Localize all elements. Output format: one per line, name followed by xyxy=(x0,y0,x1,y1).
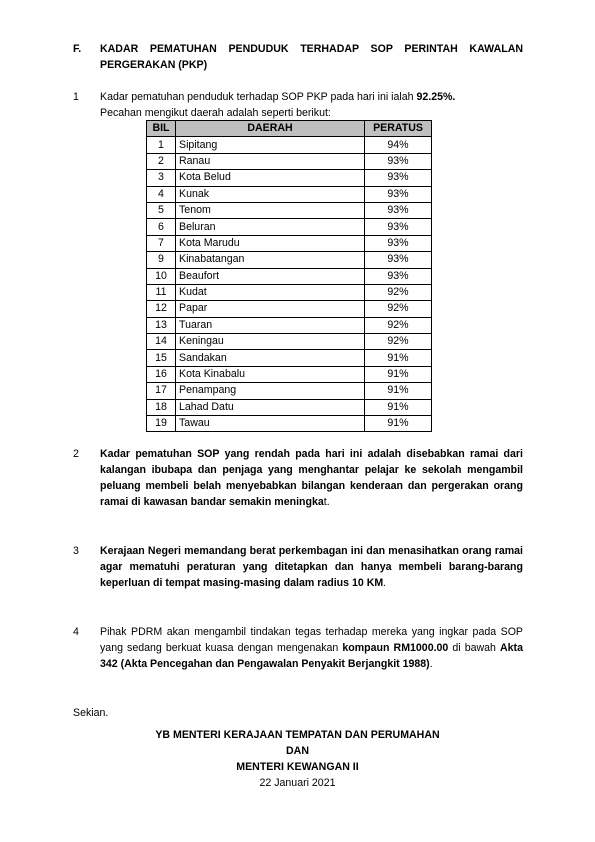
row-bil: 12 xyxy=(147,301,176,317)
paragraph-text: di bawah xyxy=(448,642,501,654)
signature-title-line-2: DAN xyxy=(286,745,309,757)
row-bil: 13 xyxy=(147,317,176,333)
row-bil: 4 xyxy=(147,186,176,202)
row-daerah: Kota Belud xyxy=(176,170,365,186)
table-row xyxy=(147,235,432,251)
row-peratus: 92% xyxy=(365,301,432,317)
signature-title-line-3: MENTERI KEWANGAN II xyxy=(236,761,359,773)
paragraph-number: 2 xyxy=(73,448,79,460)
paragraph-body xyxy=(100,543,523,591)
row-daerah: Kudat xyxy=(176,284,365,300)
row-daerah: Beaufort xyxy=(176,268,365,284)
row-daerah: Sandakan xyxy=(176,350,365,366)
row-daerah: Beluran xyxy=(176,219,365,235)
signature-title-line-1: YB MENTERI KERAJAAN TEMPATAN DAN PERUMAHAN xyxy=(155,729,440,741)
paragraph-body xyxy=(100,446,523,510)
row-peratus: 93% xyxy=(365,219,432,235)
row-daerah: Papar xyxy=(176,301,365,317)
row-peratus: 93% xyxy=(365,252,432,268)
paragraph-text: . xyxy=(383,577,387,589)
paragraph-number: 1 xyxy=(73,91,79,103)
row-daerah: Tenom xyxy=(176,202,365,218)
table-row xyxy=(147,284,432,300)
table-row xyxy=(147,366,432,382)
row-daerah: Tuaran xyxy=(176,317,365,333)
table-row xyxy=(147,137,432,153)
table-row xyxy=(147,202,432,218)
row-daerah: Kota Kinabalu xyxy=(176,366,365,382)
table-row xyxy=(147,170,432,186)
row-daerah: Kunak xyxy=(176,186,365,202)
row-peratus: 91% xyxy=(365,383,432,399)
closing-text: Sekian. xyxy=(73,707,109,719)
table-row xyxy=(147,334,432,350)
row-peratus: 92% xyxy=(365,317,432,333)
row-peratus: 91% xyxy=(365,399,432,415)
row-bil: 18 xyxy=(147,399,176,415)
paragraph-body xyxy=(100,89,523,121)
paragraph-text: Pecahan mengikut daerah adalah seperti berikut: xyxy=(100,107,331,119)
section-title: KADAR PEMATUHAN PENDUDUK TERHADAP SOP PERINTAH KAWALAN PERGERAKAN (PKP) xyxy=(100,43,523,71)
table-row xyxy=(147,153,432,169)
row-bil: 6 xyxy=(147,219,176,235)
row-peratus: 91% xyxy=(365,350,432,366)
section-letter: F. xyxy=(73,43,82,55)
table-row xyxy=(147,350,432,366)
row-daerah: Keningau xyxy=(176,334,365,350)
row-bil: 7 xyxy=(147,235,176,251)
paragraph-text: . xyxy=(429,658,433,670)
paragraph-text: Kadar pematuhan penduduk terhadap SOP PKP pada hari ini ialah xyxy=(100,91,417,103)
row-bil: 16 xyxy=(147,366,176,382)
row-bil: 9 xyxy=(147,252,176,268)
paragraph-body xyxy=(100,624,523,672)
row-peratus: 94% xyxy=(365,137,432,153)
table-row xyxy=(147,219,432,235)
table-row xyxy=(147,252,432,268)
table-row xyxy=(147,317,432,333)
row-peratus: 93% xyxy=(365,202,432,218)
row-peratus: 92% xyxy=(365,284,432,300)
row-peratus: 93% xyxy=(365,153,432,169)
row-peratus: 93% xyxy=(365,170,432,186)
row-bil: 10 xyxy=(147,268,176,284)
fine-amount: kompaun RM1000.00 xyxy=(342,642,449,654)
row-peratus: 91% xyxy=(365,366,432,382)
row-bil: 17 xyxy=(147,383,176,399)
table-row xyxy=(147,416,432,432)
row-peratus: 93% xyxy=(365,186,432,202)
compliance-rate: 92.25%. xyxy=(416,91,456,103)
district-compliance-table xyxy=(146,120,432,432)
paragraph-text: Pihak PDRM akan mengambil tindakan tegas terhadap mereka yang ingkar pada SOP yang sedang berkuat kuasa dengan mengenakan xyxy=(100,626,523,654)
row-bil: 19 xyxy=(147,416,176,432)
row-daerah: Sipitang xyxy=(176,137,365,153)
paragraph-text: t. xyxy=(323,496,330,508)
table-row xyxy=(147,399,432,415)
signature-date: 22 Januari 2021 xyxy=(259,777,336,789)
paragraph-number: 3 xyxy=(73,545,79,557)
row-bil: 1 xyxy=(147,137,176,153)
row-daerah: Ranau xyxy=(176,153,365,169)
row-peratus: 93% xyxy=(365,235,432,251)
row-daerah: Kinabatangan xyxy=(176,252,365,268)
row-peratus: 93% xyxy=(365,268,432,284)
table-row xyxy=(147,268,432,284)
act-reference: Akta 342 (Akta Pencegahan dan Pengawalan Penyakit Berjangkit 1988) xyxy=(100,642,523,670)
paragraph-number: 4 xyxy=(73,626,79,638)
paragraph-bold-text: Kadar pematuhan SOP yang rendah pada hari ini adalah disebabkan ramai dari kalangan ibubapa dan penjaga yang menghantar pelajar ke sekolah mengambil peluang membeli belah menyebabkan bilangan kenderaan dan pergerakan orang ramai di kawasan bandar semakin meningka xyxy=(100,448,523,508)
row-daerah: Lahad Datu xyxy=(176,399,365,415)
row-bil: 11 xyxy=(147,284,176,300)
table-row xyxy=(147,186,432,202)
row-bil: 14 xyxy=(147,334,176,350)
row-daerah: Kota Marudu xyxy=(176,235,365,251)
column-header-peratus: PERATUS xyxy=(365,121,432,137)
table-row xyxy=(147,383,432,399)
row-bil: 15 xyxy=(147,350,176,366)
column-header-daerah: DAERAH xyxy=(176,121,365,137)
row-bil: 3 xyxy=(147,170,176,186)
row-peratus: 91% xyxy=(365,416,432,432)
table-header-row xyxy=(147,121,432,137)
table-body xyxy=(147,137,432,432)
table-row xyxy=(147,301,432,317)
row-daerah: Penampang xyxy=(176,383,365,399)
paragraph-bold-text: Kerajaan Negeri memandang berat perkembagan ini dan menasihatkan orang ramai agar mematuhi peraturan yang ditetapkan dan hanya membeli barang-barang keperluan di tempat masing-masing dalam radius 10 KM xyxy=(100,545,523,589)
row-bil: 5 xyxy=(147,202,176,218)
column-header-bil: BIL xyxy=(147,121,176,137)
row-daerah: Tawau xyxy=(176,416,365,432)
row-peratus: 92% xyxy=(365,334,432,350)
row-bil: 2 xyxy=(147,153,176,169)
